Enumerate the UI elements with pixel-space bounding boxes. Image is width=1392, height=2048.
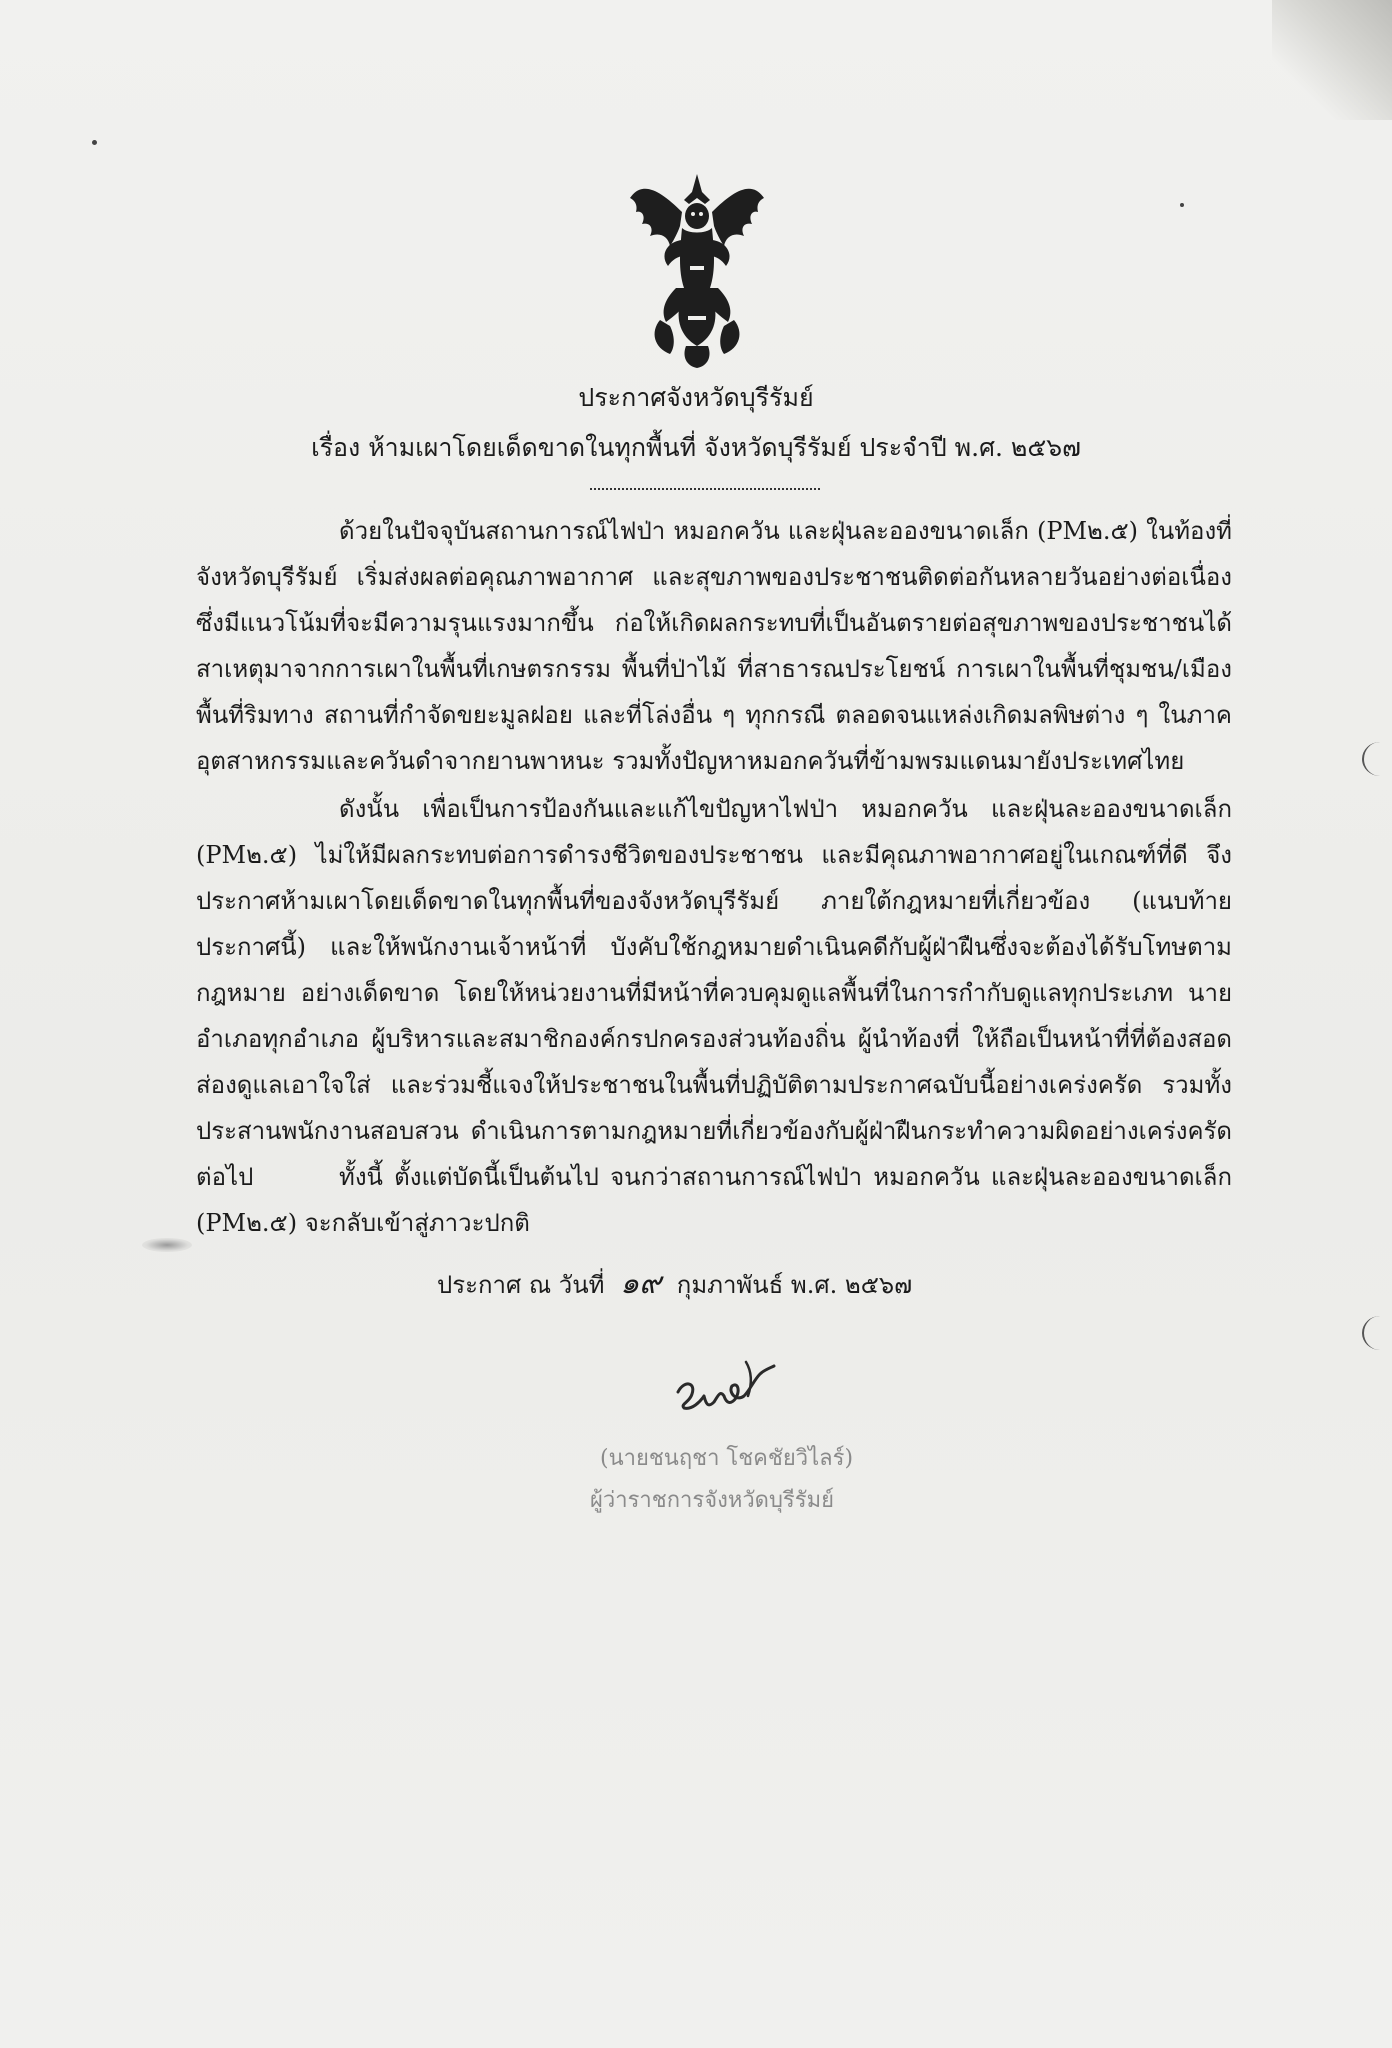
divider-dotted bbox=[590, 488, 820, 490]
dust-speck bbox=[92, 140, 97, 145]
body-paragraph-3 bbox=[196, 1154, 1232, 1246]
signer-position: ผู้ว่าราชการจังหวัดบุรีรัมย์ bbox=[590, 1488, 834, 1513]
page-fold-shadow bbox=[1272, 0, 1392, 120]
ink-smudge bbox=[142, 1238, 192, 1252]
paragraph-text: ด้วยในปัจจุบันสถานการณ์ไฟป่า หมอกควัน และฝุ่นละอองขนาดเล็ก (PM๒.๕) ในท้องที่จังหวัดบุรีรัมย์ เริ่มส่งผลต่อคุณภาพอากาศ และสุขภาพของประชาชนติดต่อกันหลายวันอย่างต่อเนื่อง ซึ่งมีแนวโน้มที่จะมีความรุนแรงมากขึ้น ก่อให้เกิดผลกระทบที่เป็นอันตรายต่อสุขภาพของประชาชนได้ สาเหตุมาจากการเผาในพื้นที่เกษตรกรรม พื้นที่ป่าไม้ ที่สาธารณประโยชน์ การเผาในพื้นที่ชุมชน/เมือง พื้นที่ริมทาง สถานที่กำจัดขยะมูลฝอย และที่โล่งอื่น ๆ ทุกกรณี ตลอดจนแหล่งเกิดมลพิษต่าง ๆ ในภาคอุตสาหกรรมและควันดำจากยานพาหนะ รวมทั้งปัญหาหมอกควันที่ข้ามพรมแดนมายังประเทศไทย bbox=[196, 517, 1232, 775]
signer-name: (นายชนฤชา โชคชัยวิไลร์) bbox=[600, 1446, 854, 1471]
paragraph-text: ดังนั้น เพื่อเป็นการป้องกันและแก้ไขปัญหาไฟป่า หมอกควัน และฝุ่นละอองขนาดเล็ก (PM๒.๕) ไม่ให้มีผลกระทบต่อการดำรงชีวิตของประชาชน และมีคุณภาพอากาศอยู่ในเกณฑ์ที่ดี จึงประกาศห้ามเผาโดยเด็ดขาดในทุกพื้นที่ของจังหวัดบุรีรัมย์ ภายใต้กฎหมายที่เกี่ยวข้อง (แนบท้ายประกาศนี้) และให้พนักงานเจ้าหน้าที่ บังคับใช้กฎหมายดำเนินคดีกับผู้ฝ่าฝืนซึ่งจะต้องได้รับโทษตามกฎหมาย อย่างเด็ดขาด โดยให้หน่วยงานที่มีหน้าที่ควบคุมดูแลพื้นที่ในการกำกับดูแลทุกประเภท นายอำเภอทุกอำเภอ ผู้บริหารและสมาชิกองค์กรปกครองส่วนท้องถิ่น ผู้นำท้องที่ ให้ถือเป็นหน้าที่ที่ต้องสอดส่องดูแลเอาใจใส่ และร่วมชี้แจงให้ประชาชนในพื้นที่ปฏิบัติตามประกาศฉบับนี้อย่างเคร่งครัด รวมทั้งประสานพนักงานสอบสวน ดำเนินการตามกฎหมายที่เกี่ยวข้องกับผู้ฝ่าฝืนกระทำความผิดอย่างเคร่งครัดต่อไป bbox=[196, 795, 1232, 1191]
handwritten-signature bbox=[670, 1352, 790, 1422]
body-paragraph-1 bbox=[196, 508, 1232, 784]
garuda-emblem-icon bbox=[620, 170, 775, 370]
date-prefix: ประกาศ ณ วันที่ bbox=[437, 1271, 605, 1299]
paragraph-text: ทั้งนี้ ตั้งแต่บัดนี้เป็นต้นไป จนกว่าสถานการณ์ไฟป่า หมอกควัน และฝุ่นละอองขนาดเล็ก (PM๒.๕) จะกลับเข้าสู่ภาวะปกติ bbox=[196, 1163, 1232, 1237]
document-title: ประกาศจังหวัดบุรีรัมย์ bbox=[578, 383, 814, 412]
punch-hole bbox=[1362, 1316, 1392, 1350]
announcement-date bbox=[437, 1260, 912, 1307]
date-suffix: กุมภาพันธ์ พ.ศ. ๒๕๖๗ bbox=[676, 1271, 913, 1299]
punch-hole bbox=[1362, 742, 1392, 776]
body-paragraph-2 bbox=[196, 786, 1232, 1200]
document-subject: เรื่อง ห้ามเผาโดยเด็ดขาดในทุกพื้นที่ จังหวัดบุรีรัมย์ ประจำปี พ.ศ. ๒๕๖๗ bbox=[311, 433, 1081, 462]
dust-speck bbox=[1180, 203, 1184, 207]
date-day-handwritten: ๑๙ bbox=[620, 1266, 662, 1301]
